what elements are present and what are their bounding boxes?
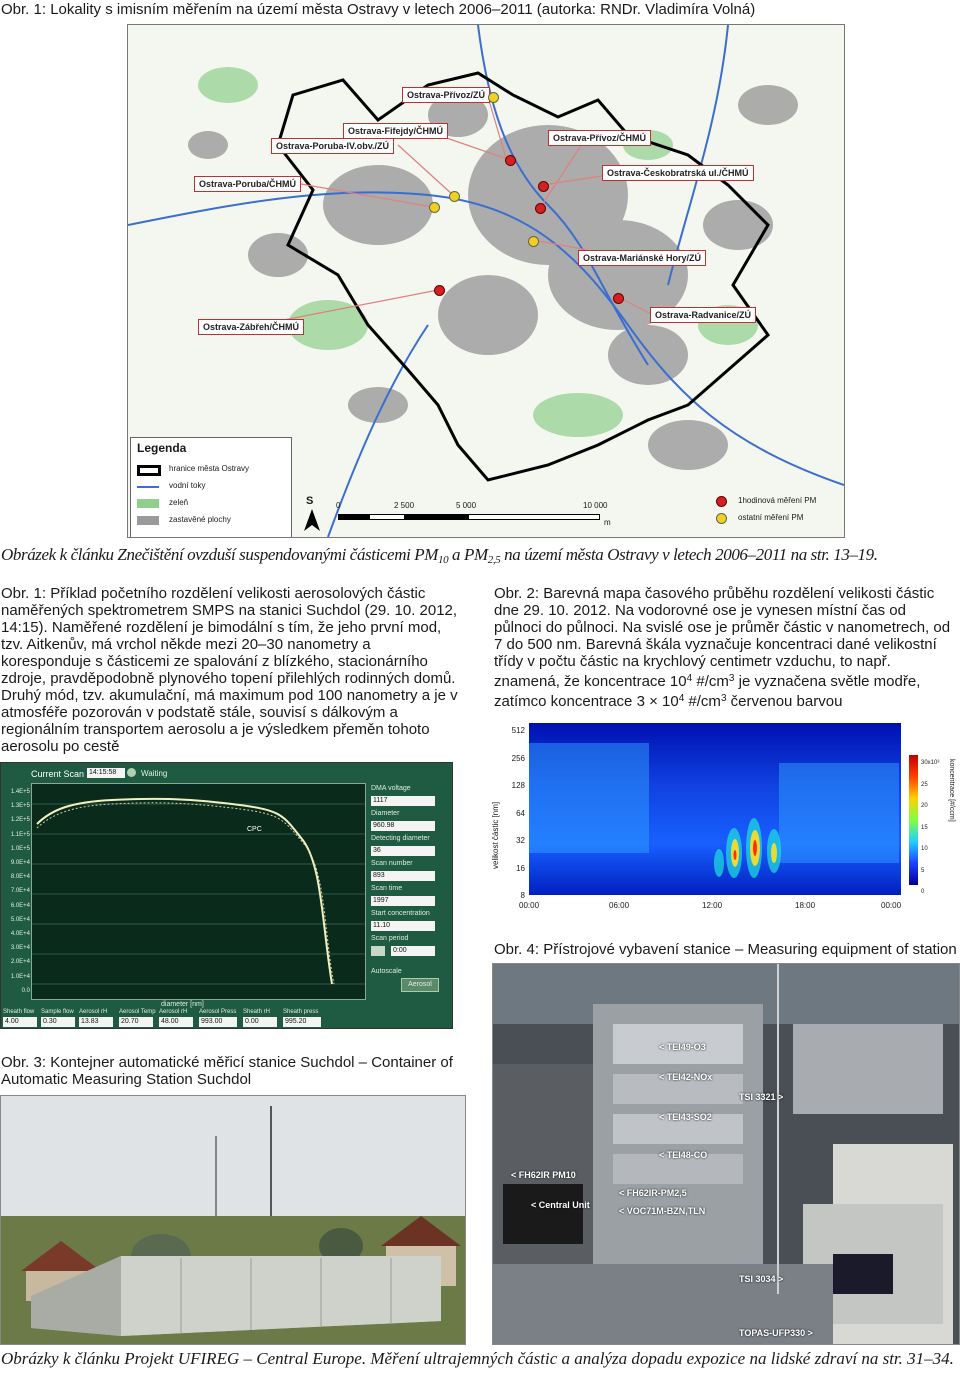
station-marker-hourly [505,155,516,166]
station-label: Ostrava-Mariánské Hory/ZÚ [578,250,706,266]
field-value: 36 [371,846,435,856]
smps-status-row: Sheath flow Sample flow Aerosol rH Aerosol Temp Aerosol rH Aerosol Press Sheath rH Sheath press 4.00 0.30 13.83 20.70 48.00 993.00 0.00 995.20 [3,1009,449,1027]
north-arrow-icon [304,509,320,531]
station-label: Ostrava-Poruba/ČHMÚ [194,176,301,192]
north-label: S [306,495,314,507]
field-value: 0:00 [391,946,435,956]
equipment-label: TSI 3321 > [739,1092,784,1102]
station-label: Ostrava-Českobratrská ul./ČHMÚ [602,165,754,181]
heat-plot [529,723,901,895]
field-label: Start concentration [371,910,430,917]
equipment-label: < FH62IR PM10 [511,1170,576,1180]
legend-item: vodní toky [137,481,287,493]
station-marker-other [429,202,440,213]
heat-x-ticks: 00:00 06:00 12:00 18:00 00:00 [519,901,902,910]
station-marker-other [528,236,539,247]
smps-status: Waiting [141,769,168,778]
equipment-label: < FH62IR-PM2,5 [619,1188,687,1198]
equipment-label: < TEI43-SO2 [659,1112,712,1122]
heat-scale-ticks: 30x10³ 25 20 15 10 5 0 [921,760,940,895]
heat-y-ticks: 512 256 128 64 32 16 8 [511,726,525,900]
figure-caption-smps: Obr. 1: Příklad početního rozdělení velikosti aerosolových částic naměřených spektrometrem SMPS na stanici Suchdol (29. 10. 2012, 14:15). Naměřené rozdělení je bimodální s tím, že jeho první mod, tzv. Aitkenův, má vrchol někde mezi 20–30 nanometry a koresponduje s částicemi ze spalování z blízkého, stacionárního zdroje, pravděpodobně plynového topení přilehlých rodinných domů. Druhý mód, tzv. akumulační, má maximum pod 100 nanometry a je v atmosféře pozorován v podstatě stále, souvisí s dálkovým a regionálním transportem aerosolu a je výsledkem přeměn tohoto aerosolu po cestě [1,585,458,755]
station-marker-hourly [535,203,546,214]
field-label: Diameter [371,810,400,817]
station-marker-other [488,92,499,103]
equipment-photo [492,963,960,1345]
station-label: Ostrava-Zábřeh/ČHMÚ [198,319,304,335]
smps-title: Current Scan [31,769,85,779]
map-legend [130,437,292,538]
stepper-icon[interactable] [371,946,385,956]
legend-title: Legenda [137,441,187,455]
legend-item: zeleň [137,498,287,510]
station-label: Ostrava-Poruba-IV.obv./ZÚ [271,138,394,154]
equipment-label: TSI 3034 > [739,1274,784,1284]
field-value: 1117 [371,796,435,806]
ostrava-map [127,24,845,538]
autoscale-label: Autoscale [371,968,402,975]
field-label: DMA voltage [371,785,411,792]
station-marker-hourly [434,285,445,296]
size-distribution-heatmap [491,719,958,921]
smps-x-label: diameter [nm] [161,1001,204,1008]
smps-curve [32,784,365,999]
figure-caption-1: Obr. 1: Lokality s imisním měřením na území města Ostravy v letech 2006–2011 (autorka: RNDr. Vladimíra Volná) [1,1,756,18]
point-legend: 1hodinová měření PM ostatní měření PM [716,495,842,535]
heat-colorbar [909,755,918,885]
station-label: Ostrava-Fifejdy/ČHMÚ [343,123,448,139]
figure-caption-container: Obr. 3: Kontejner automatické měřicí stanice Suchdol – Container of Automatic Measuring Station Suchdol [1,1054,453,1088]
legend-item: hranice města Ostravy [137,464,287,476]
equipment-label: TOPAS-UFP330 > [739,1328,813,1338]
heat-y-label: velikost částic [nm] [491,801,500,869]
station-marker-other [449,191,460,202]
equipment-label: < TEI48-CO [659,1150,708,1160]
article-caption-2: Obrázky k článku Projekt UFIREG – Central Europe. Měření ultrajemných částic a analýza dopadu expozice na lidské zdraví na str. 31–34. [1,1349,954,1368]
field-label: Scan number [371,860,413,867]
smps-time: 14:15:58 [87,768,125,778]
smps-software-screen [0,762,453,1029]
equipment-label: < TEI42-NOx [659,1072,713,1082]
figure-caption-heatmap: Obr. 2: Barevná mapa časového průběhu rozdělení velikosti částic dne 29. 10. 2012. Na vodorovné ose je vynesen místní čas od půlnoci do půlnoci. Na svislé ose je průměr částic v nanometrech, od 7 do 500 nm. Barevná škála vyznačuje koncentraci dané velikostní třídy v počtu částic na krychlový centimetr vzduchu, to např. znamená, že koncentrace $10^4$ $\#/cm^3$ je vyznačena světle modře, zatímco koncentrace $3 \times 10^4$ $\#/cm^3$ červenou barvou [494,585,951,710]
smps-y-ticks: 1.4E+5 1.3E+5 1.2E+5 1.1E+5 1.0E+5 9.0E+4 8.0E+4 7.0E+4 6.0E+4 5.0E+4 4.0E+4 3.0E+4 2.0E+4 1.0E+4 0.0 [10,789,30,994]
smps-plot: CPC [31,783,366,1000]
field-value: 960.98 [371,821,435,831]
heat-scale-label: koncentrace [#/ccm] [948,759,955,822]
scale-bar: 0 2 500 5 000 10 000 m [336,501,611,527]
field-label: Scan period [371,935,409,942]
field-label: Scan time [371,885,403,892]
station-label: Ostrava-Přívoz/ZÚ [402,87,490,103]
equipment-label: < Central Unit [531,1200,590,1210]
equipment-label: < VOC71M-BZN,TLN [619,1206,706,1216]
equipment-label: < TEI49-O3 [659,1042,706,1052]
article-caption-1: Obrázek k článku Znečištění ovzduší suspendovanými částicemi $PM_{10}$ a $PM_{2,5}$ na území města Ostravy v letech 2006–2011 na str. 13–19. [1,545,878,566]
station-label: Ostrava-Přívoz/ČHMÚ [548,130,651,146]
field-value: 11.10 [371,921,435,931]
field-value: 1997 [371,896,435,906]
field-label: Detecting diameter [371,835,430,842]
station-marker-hourly [538,181,549,192]
device-button[interactable]: Aerosol [401,978,439,992]
station-label: Ostrava-Radvanice/ZÚ [650,307,756,323]
field-value: 893 [371,871,435,881]
figure-caption-equipment: Obr. 4: Přístrojové vybavení stanice – Measuring equipment of station [494,941,957,958]
status-led-icon [127,768,136,777]
station-marker-hourly [613,293,624,304]
legend-item: zastavěné plochy [137,515,287,527]
container-photo [0,1095,466,1345]
